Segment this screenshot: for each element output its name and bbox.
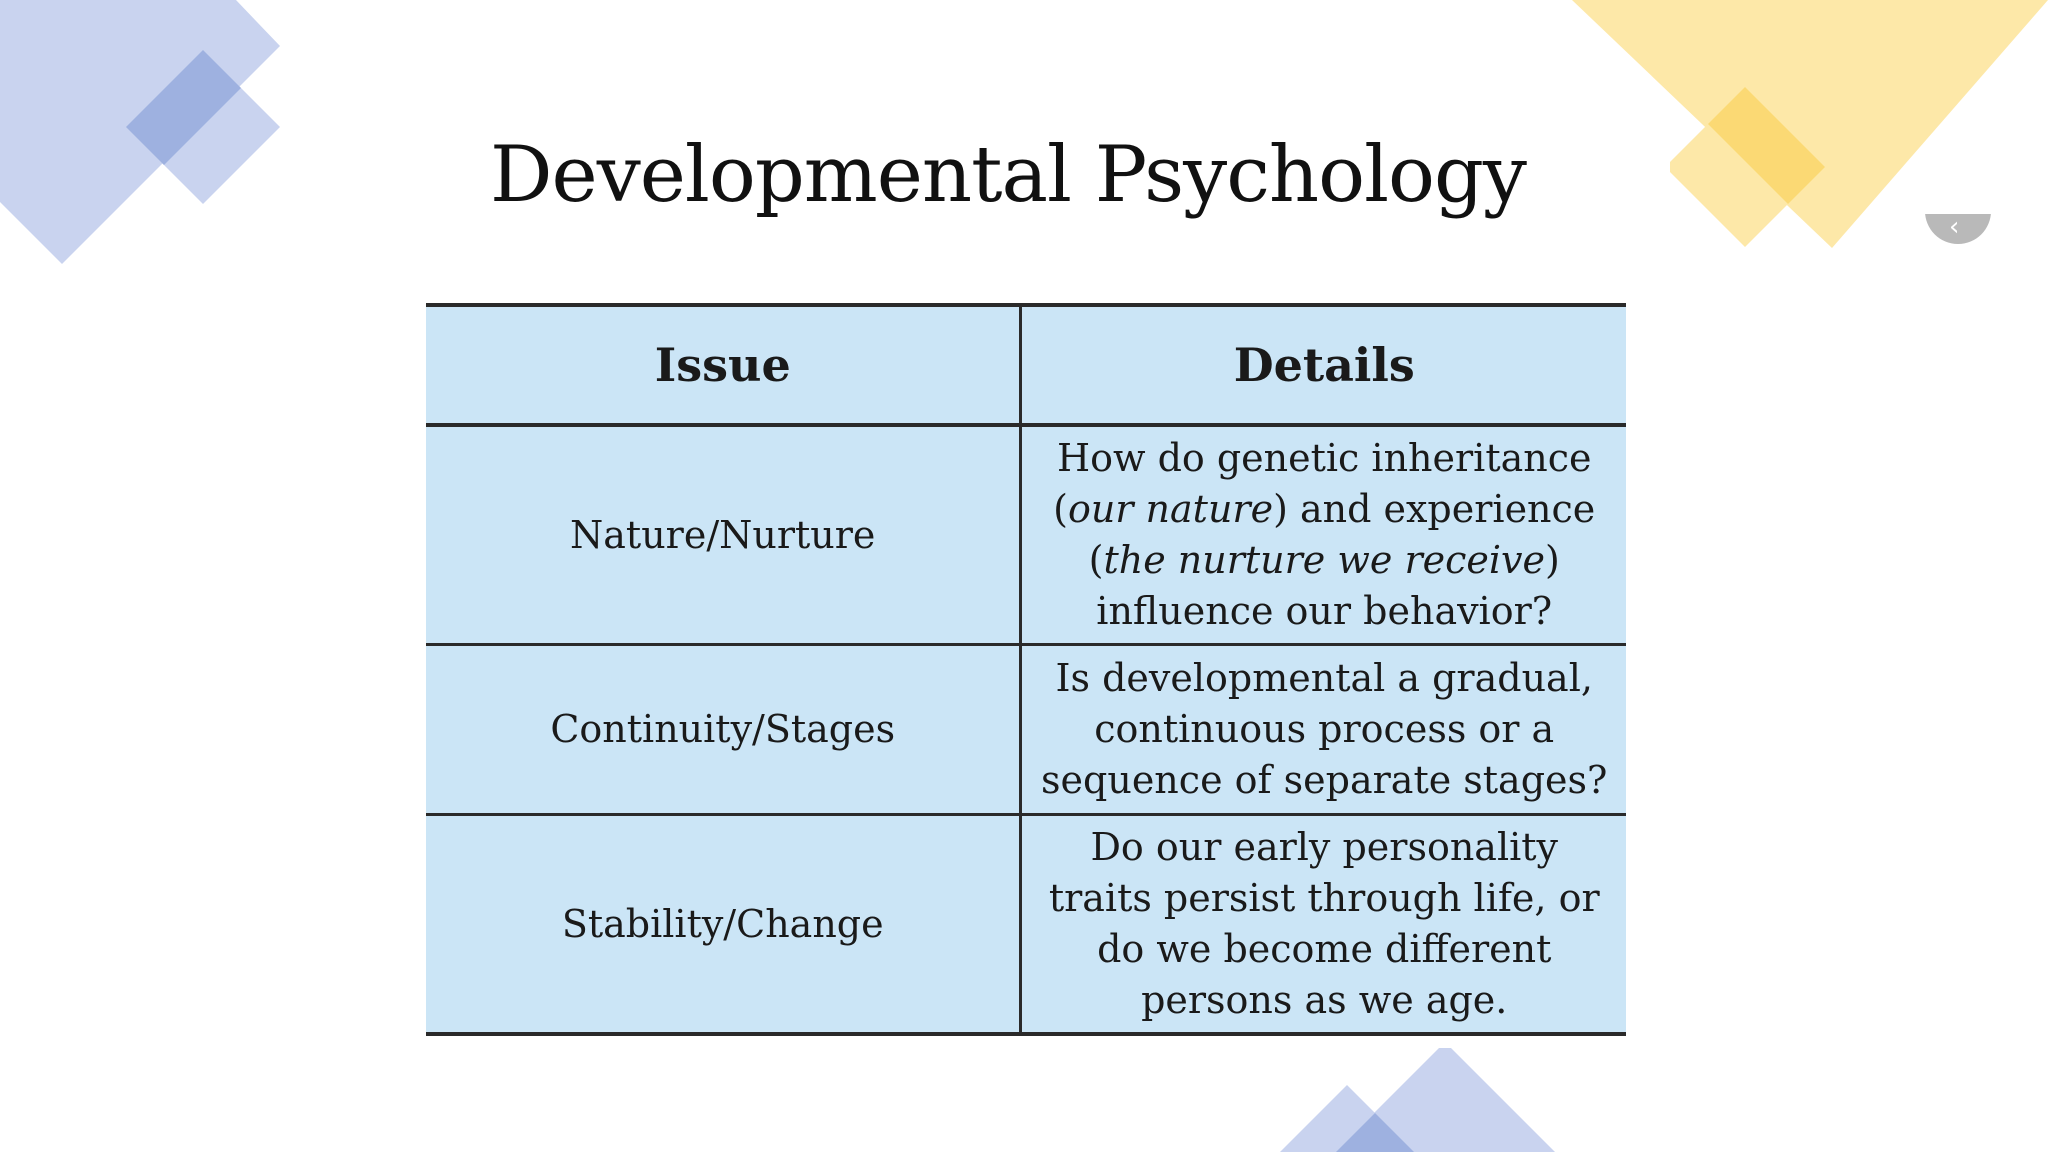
issue-cell: Continuity/Stages xyxy=(426,645,1021,815)
details-cell xyxy=(1021,425,1626,645)
details-line: continuous process or a xyxy=(1094,707,1555,751)
table-header-row xyxy=(426,305,1626,425)
table-row xyxy=(426,425,1626,645)
details-line: do we become different xyxy=(1097,927,1552,971)
details-line: persons as we age. xyxy=(1141,978,1508,1022)
details-emphasis: the nurture we receive xyxy=(1103,538,1545,582)
issue-cell: Nature/Nurture xyxy=(426,425,1021,645)
embedded-table-image xyxy=(380,108,1960,1048)
details-line: sequence of separate stages? xyxy=(1041,758,1608,802)
details-paren: ) xyxy=(1544,538,1560,582)
details-line: Do our early personality xyxy=(1090,825,1558,869)
details-line: influence our behavior? xyxy=(1096,589,1553,633)
details-cell xyxy=(1021,645,1626,815)
column-header-issue: Issue xyxy=(426,305,1021,425)
table-row xyxy=(426,645,1626,815)
scroll-handle[interactable] xyxy=(1925,214,1991,244)
details-cell xyxy=(1021,815,1626,1035)
page-title: Developmental Psychology xyxy=(490,130,1526,220)
details-line: Is developmental a gradual, xyxy=(1055,656,1593,700)
details-line: ) and experience xyxy=(1273,487,1596,531)
details-emphasis: our nature xyxy=(1067,487,1274,531)
details-paren: ( xyxy=(1088,538,1104,582)
table-row xyxy=(426,815,1626,1035)
details-line: How do genetic inheritance xyxy=(1056,436,1592,480)
chevron-left-icon: ‹ xyxy=(1949,214,1960,242)
column-header-details: Details xyxy=(1233,338,1415,392)
details-line: traits persist through life, or xyxy=(1048,876,1600,920)
issue-cell: Stability/Change xyxy=(426,815,1021,1035)
details-paren: ( xyxy=(1053,487,1068,531)
issues-table xyxy=(426,303,1626,1036)
